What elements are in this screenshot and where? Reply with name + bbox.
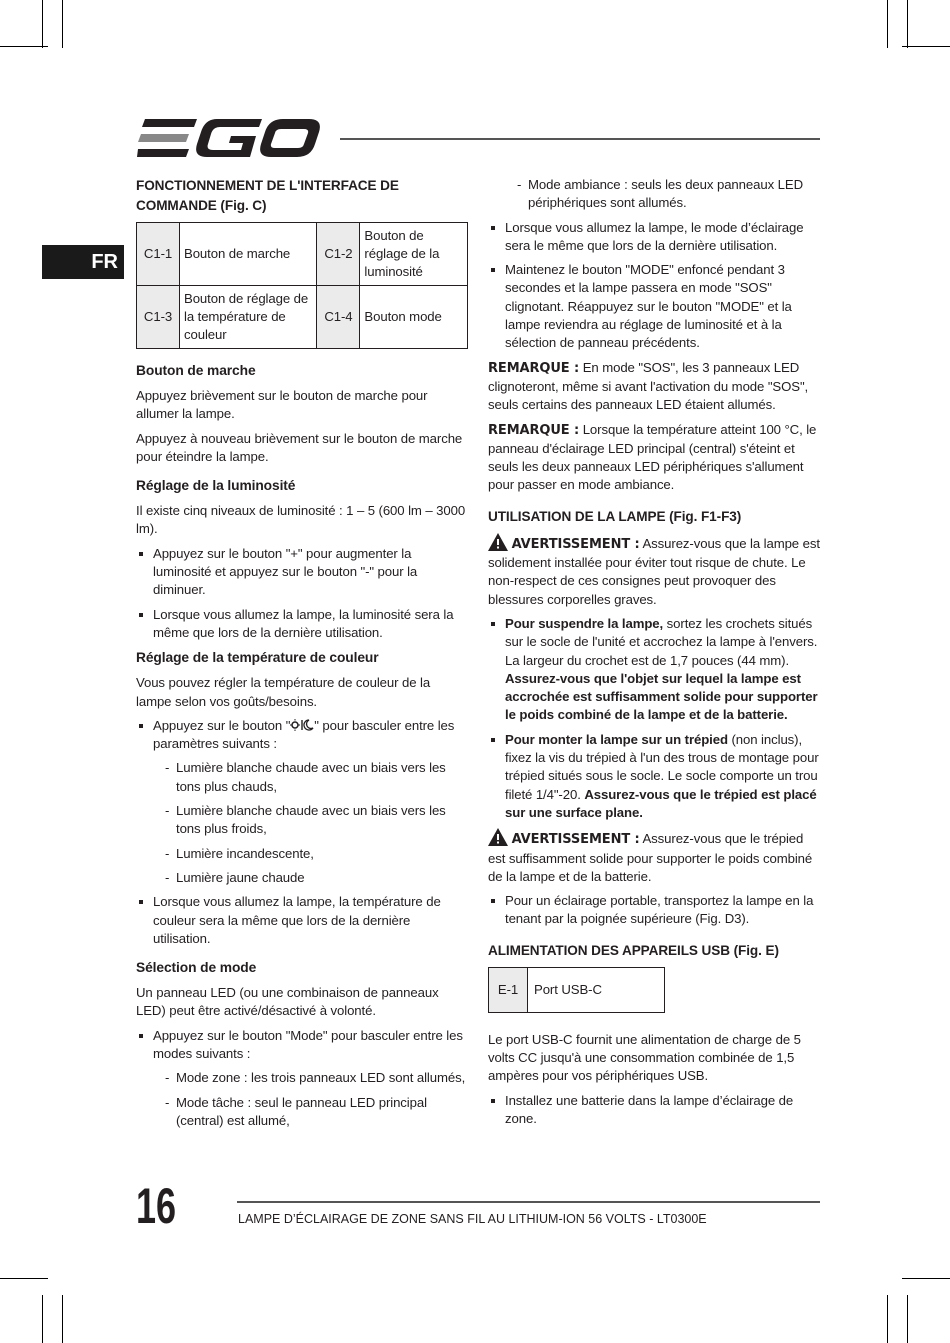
usb-legend-table bbox=[488, 967, 665, 1013]
list-item-bold: Pour suspendre la lampe, bbox=[505, 615, 664, 631]
crop-mark bbox=[62, 0, 63, 48]
mode-list bbox=[136, 1027, 469, 1064]
power-heading: Bouton de marche bbox=[136, 363, 256, 378]
list-item bbox=[136, 717, 469, 754]
list-item: - Mode tâche : seul le panneau LED principal (central) est allumé, bbox=[136, 1094, 469, 1131]
list-item-bold: Pour monter la lampe sur un trépied bbox=[505, 731, 728, 747]
list-item-bold: Assurez-vous que l'objet sur lequel la lampe est accrochée est suffisamment solide pour supporter le poids combiné de la lampe et de la batterie. bbox=[505, 670, 818, 723]
list-item-bold: Assurez-vous que le trépied est placé sur une surface plane. bbox=[505, 786, 817, 820]
usb-paragraph: Le port USB-C fournit une alimentation de charge de 5 volts CC jusqu'à une consommation combinée de 1,5 ampères pour vos périphériques USB. bbox=[488, 1031, 801, 1084]
warning-1 bbox=[488, 533, 821, 609]
legend-label: Bouton mode bbox=[360, 286, 468, 349]
portable-list bbox=[488, 892, 821, 929]
color-temperature-list bbox=[136, 717, 469, 754]
header-rule bbox=[340, 138, 820, 140]
crop-mark bbox=[62, 1295, 63, 1343]
color-temperature-paragraph: Vous pouvez régler la température de couleur de la lampe selon vos goûts/besoins. bbox=[136, 675, 431, 709]
legend-code: E-1 bbox=[489, 967, 528, 1012]
list-item: - Lumière incandescente, bbox=[136, 845, 469, 863]
warning-2 bbox=[488, 828, 821, 886]
list-item bbox=[488, 615, 821, 725]
list-item: Lorsque vous allumez la lampe, la luminosité sera la même que lors de la dernière utilisation. bbox=[136, 606, 469, 643]
language-tab: FR bbox=[42, 245, 124, 279]
footer-title: LAMPE D’ÉCLAIRAGE DE ZONE SANS FIL AU LITHIUM-ION 56 VOLTS - LT0300E bbox=[238, 1212, 707, 1226]
crop-mark bbox=[907, 1295, 908, 1343]
list-item: Pour un éclairage portable, transportez la lampe en la tenant par la poignée supérieure (Fig. D3). bbox=[488, 892, 821, 929]
warning-label: AVERTISSEMENT : bbox=[511, 832, 640, 848]
brightness-paragraph: Il existe cinq niveaux de luminosité : 1 – 5 (600 lm – 3000 lm). bbox=[136, 503, 466, 537]
legend-label: Bouton de réglage de la luminosité bbox=[360, 223, 468, 286]
list-item bbox=[488, 731, 821, 822]
mode-options-list-cont bbox=[488, 176, 821, 213]
crop-mark bbox=[887, 1295, 888, 1343]
legend-label: Port USB-C bbox=[528, 967, 665, 1012]
power-paragraph-2: Appuyez à nouveau brièvement sur le bouton de marche pour éteindre la lampe. bbox=[136, 430, 463, 464]
list-item-text: " pour basculer entre les paramètres suivants : bbox=[153, 717, 455, 752]
list-item: Maintenez le bouton "MODE" enfoncé pendant 3 secondes et la lampe passera en mode "SOS" clignotant. Réappuyez sur le bouton "MODE" et la lampe reviendra au réglage de luminosité et à la sélection de panneau précédents. bbox=[488, 261, 821, 352]
use-heading: UTILISATION DE LA LAMPE (Fig. F1-F3) bbox=[488, 508, 742, 524]
list-item: Lorsque vous allumez la lampe, le mode d’éclairage sera le même que lors de la dernière utilisation. bbox=[488, 219, 821, 256]
table-row bbox=[137, 286, 468, 349]
mode-notes-list bbox=[488, 219, 821, 353]
color-temperature-list-2 bbox=[136, 893, 469, 948]
page-number: 16 bbox=[136, 1178, 177, 1234]
list-item: - Mode zone : les trois panneaux LED sont allumés, bbox=[136, 1069, 469, 1087]
remark-2 bbox=[488, 421, 821, 495]
crop-mark bbox=[902, 1278, 950, 1279]
warning-icon bbox=[488, 828, 508, 846]
remark-1 bbox=[488, 359, 821, 415]
list-item: Appuyez sur le bouton "+" pour augmenter la luminosité et appuyez sur le bouton "-" pour la diminuer. bbox=[136, 545, 469, 600]
warning-icon bbox=[488, 533, 508, 551]
color-options-list bbox=[136, 759, 469, 887]
legend-code: C1-1 bbox=[137, 223, 180, 286]
mode-options-list bbox=[136, 1069, 469, 1130]
legend-label: Bouton de réglage de la température de couleur bbox=[180, 286, 317, 349]
color-temperature-heading: Réglage de la température de couleur bbox=[136, 650, 379, 666]
list-item: Lorsque vous allumez la lampe, la température de couleur sera la même que lors de la dernière utilisation. bbox=[136, 893, 469, 948]
crop-mark bbox=[0, 46, 48, 47]
left-column bbox=[136, 176, 469, 1136]
crop-mark bbox=[0, 1278, 48, 1279]
power-paragraph-1: Appuyez brièvement sur le bouton de marche pour allumer la lampe. bbox=[136, 388, 428, 422]
crop-mark bbox=[902, 46, 950, 47]
crop-mark bbox=[907, 0, 908, 48]
legend-code: C1-4 bbox=[317, 286, 360, 349]
crop-mark bbox=[42, 1295, 43, 1343]
remark-text: En mode "SOS", les 3 panneaux LED clignoteront, même si avant l'activation du mode "SOS", seuls certains des panneaux LED étaient allumés. bbox=[488, 359, 809, 413]
warning-text: Assurez-vous que la lampe est solidement installée pour éviter tout risque de chute. Le non-respect de ces consignes peut provoquer des blessures corporelles graves. bbox=[488, 535, 820, 607]
crop-mark bbox=[887, 0, 888, 48]
list-item: - Mode ambiance : seuls les deux panneaux LED périphériques sont allumés. bbox=[488, 176, 821, 213]
list-item: - Lumière blanche chaude avec un biais vers les tons plus froids, bbox=[136, 802, 469, 839]
list-item-text: sortez les crochets situés sur le socle de l'unité et accrochez la lampe à l'envers. La largeur du crochet est de 1,7 pouces (44 mm). bbox=[505, 615, 818, 668]
remark-label: REMARQUE : bbox=[488, 360, 580, 376]
footer-rule bbox=[237, 1201, 820, 1203]
ego-logo bbox=[137, 117, 322, 159]
list-item-text: (non inclus), fixez la vis du trépied à l'un des trous de montage pour trépied situés sous le socle. Le socle comporte un trou fileté 1/4"-20. bbox=[505, 731, 819, 802]
interface-heading: FONCTIONNEMENT DE L'INTERFACE DE COMMANDE (Fig. C) bbox=[136, 178, 399, 213]
usb-list bbox=[488, 1092, 821, 1129]
list-item: Appuyez sur le bouton "Mode" pour basculer entre les modes suivants : bbox=[136, 1027, 469, 1064]
warning-label: AVERTISSEMENT : bbox=[511, 536, 640, 552]
color-temperature-icon bbox=[290, 719, 314, 731]
legend-label: Bouton de marche bbox=[180, 223, 317, 286]
remark-text: Lorsque la température atteint 100 °C, le panneau d'éclairage LED principal (central) s'éteint et seuls les deux panneaux LED périphériques s'allument pour passer en mode ambiance. bbox=[488, 421, 817, 493]
list-item-text: Appuyez sur le bouton " bbox=[153, 717, 291, 733]
table-row bbox=[137, 223, 468, 286]
legend-code: C1-2 bbox=[317, 223, 360, 286]
legend-code: C1-3 bbox=[137, 286, 180, 349]
warning-text: Assurez-vous que le trépied est suffisamment solide pour supporter le poids combiné de la lampe et de la batterie. bbox=[488, 831, 813, 884]
mode-heading: Sélection de mode bbox=[136, 960, 257, 976]
remark-label: REMARQUE : bbox=[488, 422, 580, 438]
usb-heading: ALIMENTATION DES APPAREILS USB (Fig. E) bbox=[488, 942, 779, 958]
control-legend-table bbox=[136, 222, 468, 349]
right-column bbox=[488, 176, 821, 1134]
mode-paragraph: Un panneau LED (ou une combinaison de panneaux LED) peut être activé/désactivé à volonté. bbox=[136, 985, 439, 1019]
crop-mark bbox=[42, 0, 43, 48]
use-list bbox=[488, 615, 821, 822]
brightness-heading: Réglage de la luminosité bbox=[136, 478, 296, 494]
list-item: - Lumière blanche chaude avec un biais vers les tons plus chauds, bbox=[136, 759, 469, 796]
table-row bbox=[489, 967, 665, 1012]
list-item: - Lumière jaune chaude bbox=[136, 869, 469, 887]
brightness-list bbox=[136, 545, 469, 642]
list-item: Installez une batterie dans la lampe d’éclairage de zone. bbox=[488, 1092, 821, 1129]
